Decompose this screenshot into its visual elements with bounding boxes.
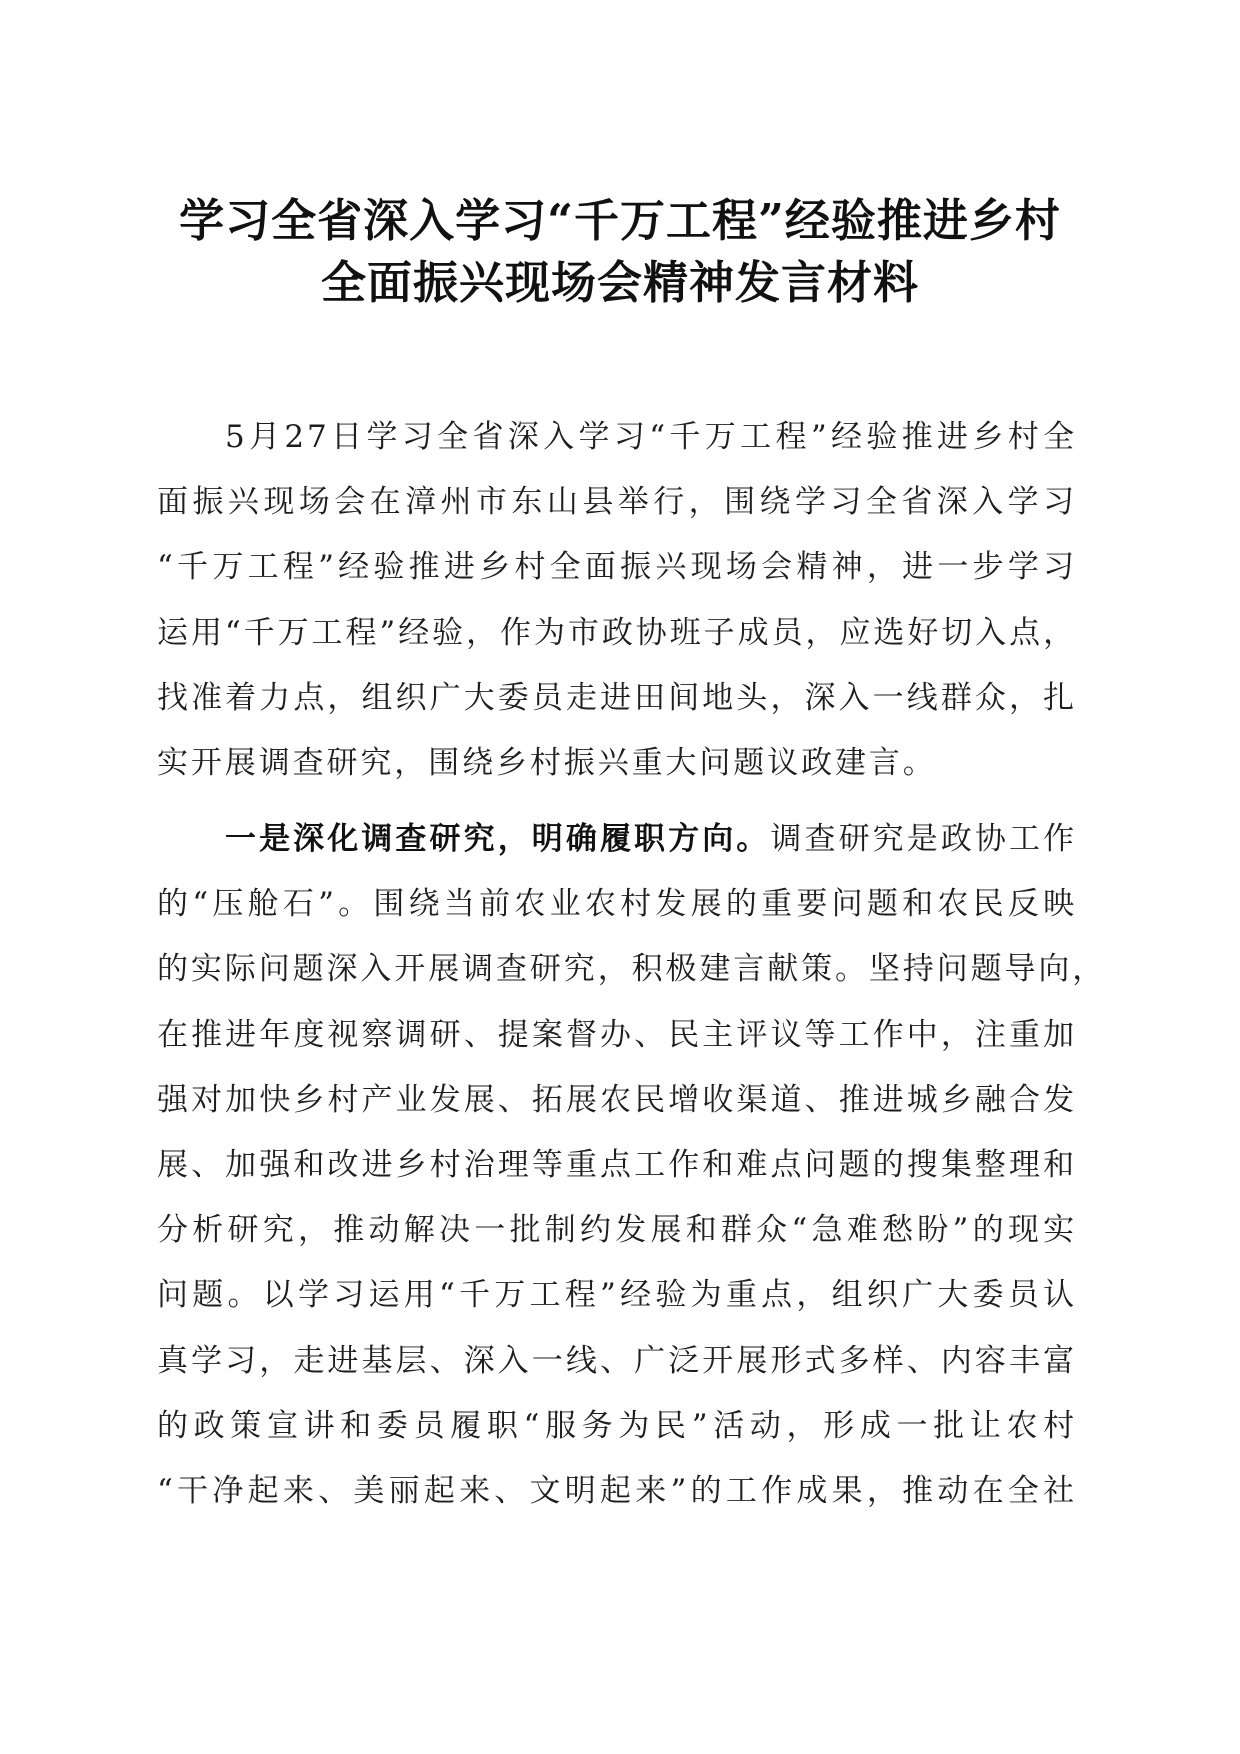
paragraph-research [157,807,1107,1524]
paragraph-line: 分析研究，推动解决一批制约发展和群众“急难愁盼”的现实 [157,1212,1077,1249]
paragraph-line: “千万工程”经验推进乡村全面振兴现场会精神，进一步学习 [157,549,1077,586]
paragraph-line: 的政策宣讲和委员履职“服务为民”活动，形成一批让农村 [157,1407,1077,1444]
paragraph-line: 运用“千万工程”经验，作为市政协班子成员，应选好切入点， [157,614,1077,651]
paragraph-line: 5月27日学习全省深入学习“千万工程”经验推进乡村全 [225,419,1077,455]
paragraph-line: 问题。以学习运用“千万工程”经验为重点，组织广大委员认 [157,1277,1077,1314]
paragraph-line: 的“压舱石”。围绕当前农业农村发展的重要问题和农民反映 [157,886,1077,923]
paragraph-line: 强对加快乡村产业发展、拓展农民增收渠道、推进城乡融合发 [157,1081,1077,1118]
paragraph-line: 实开展调查研究，围绕乡村振兴重大问题议政建言。 [157,744,937,781]
paragraph-first-line [157,807,1077,872]
paragraph-line: 真学习，走进基层、深入一线、广泛开展形式多样、内容丰富 [157,1342,1077,1379]
paragraph-heading: 一是深化调查研究，明确履职方向。 [225,821,771,857]
document-title [130,190,1110,314]
paragraph-line: 找准着力点，组织广大委员走进田间地头，深入一线群众，扎 [157,679,1077,716]
paragraph-line: 在推进年度视察调研、提案督办、民主评议等工作中，注重加 [157,1016,1077,1053]
title-line-1: 学习全省深入学习“千万工程”经验推进乡村 [179,194,1061,247]
paragraph-intro [157,405,1077,796]
paragraph-line: 的实际问题深入开展调查研究，积极建言献策。坚持问题导向， [157,951,1107,988]
title-line-2: 全面振兴现场会精神发言材料 [320,256,919,309]
paragraph-line: “干净起来、美丽起来、文明起来”的工作成果，推动在全社 [157,1472,1077,1509]
paragraph-line: 展、加强和改进乡村治理等重点工作和难点问题的搜集整理和 [157,1146,1077,1183]
paragraph-line: 面振兴现场会在漳州市东山县举行，围绕学习全省深入学习 [157,484,1077,521]
paragraph-first-line-text: 调查研究是政协工作 [770,821,1077,857]
